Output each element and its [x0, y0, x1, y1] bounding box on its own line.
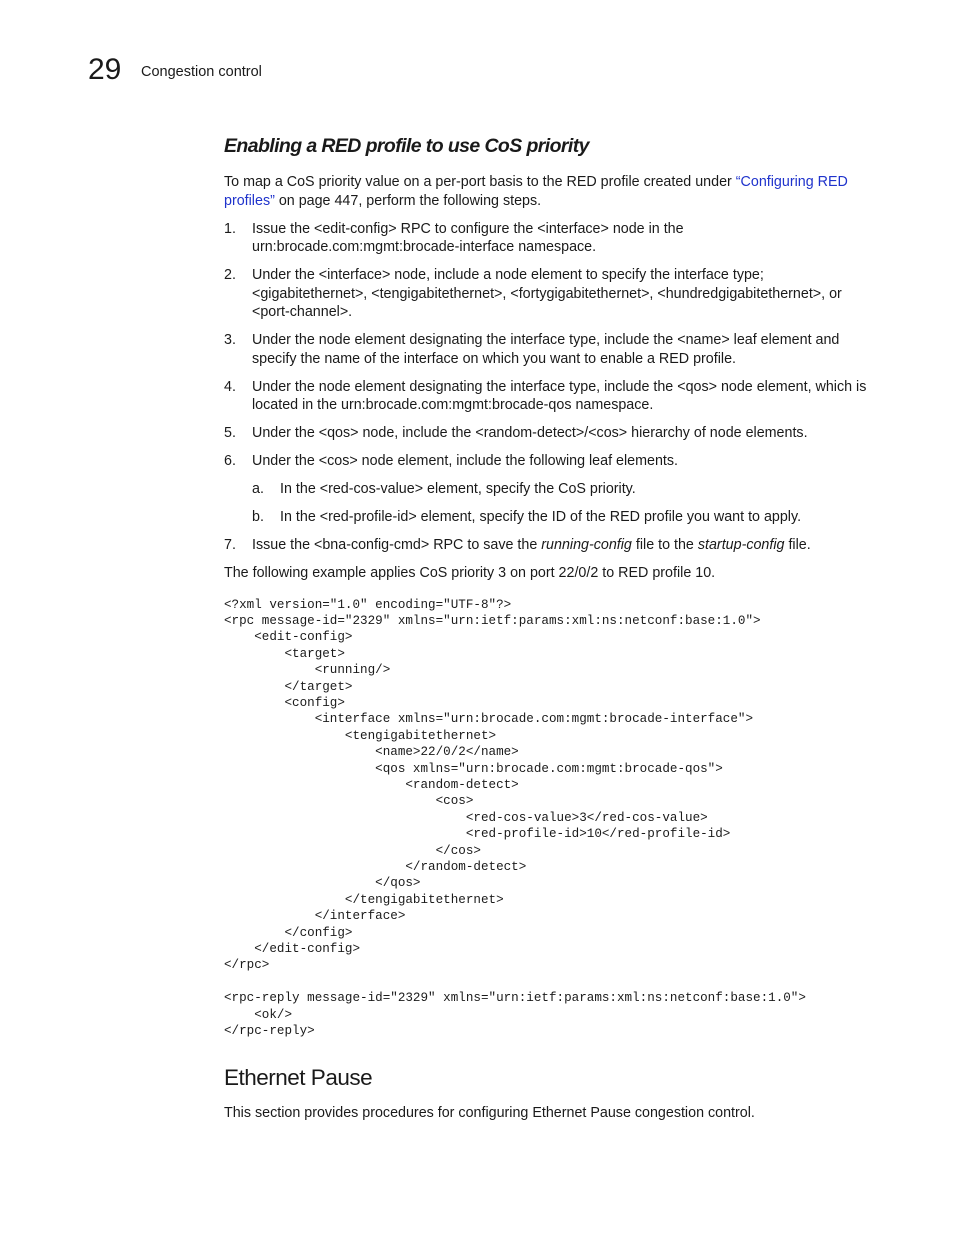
- list-item: [252, 508, 869, 527]
- step-number: 2.: [224, 267, 236, 283]
- chapter-title: Congestion control: [141, 64, 262, 80]
- steps-list: [224, 220, 869, 555]
- section-heading: Enabling a RED profile to use CoS priority: [224, 135, 589, 157]
- example-description: The following example applies CoS priority 3 on port 22/0/2 to RED profile 10.: [224, 565, 716, 581]
- step-number: 5.: [224, 425, 236, 441]
- list-item: [224, 266, 869, 322]
- step7-text-middle: file to the: [631, 537, 698, 553]
- step-number: 4.: [224, 378, 236, 395]
- list-item: [224, 424, 869, 443]
- substep-letter: b.: [252, 509, 264, 525]
- step-text: Under the node element designating the interface type, include the <name> leaf element and specify the name of the interface on which you want to enable a RED profile.: [252, 332, 840, 367]
- main-content: [224, 132, 869, 1123]
- step7-text-before: Issue the <bna-config-cmd> RPC to save the: [252, 537, 542, 553]
- step-text: Under the <qos> node, include the <random-detect>/<cos> hierarchy of node elements.: [252, 425, 808, 441]
- step-text: Under the node element designating the interface type, include the <qos> node element, which is located in the urn:brocade.com:mgmt:brocade-qos namespace.: [252, 378, 867, 413]
- list-item: [224, 452, 869, 527]
- substeps-list: [252, 480, 869, 527]
- list-item: [224, 331, 869, 368]
- intro-paragraph: [224, 173, 869, 210]
- step-text: Under the <cos> node element, include the following leaf elements.: [252, 453, 678, 469]
- step-number: 7.: [224, 537, 236, 553]
- step-text: Issue the <edit-config> RPC to configure the <interface> node in the urn:brocade.com:mgmt:brocade-interface namespace.: [252, 220, 684, 255]
- step-number: 6.: [224, 453, 236, 469]
- step-number: 3.: [224, 332, 236, 348]
- ethernet-pause-heading: Ethernet Pause: [224, 1065, 373, 1091]
- chapter-number: 29: [88, 53, 122, 86]
- step-number: 1.: [224, 220, 236, 237]
- startup-config-term: startup-config: [697, 537, 785, 553]
- list-item: [252, 480, 869, 499]
- step7-text-after: file.: [784, 537, 811, 553]
- step-text: Under the <interface> node, include a node element to specify the interface type; <gigabitethernet>, <tengigabitethernet>, <fortygigabitethernet>, <hundredgigabitethernet>, or <port-channel>.: [252, 267, 842, 320]
- substep-text: In the <red-profile-id> element, specify the ID of the RED profile you want to apply.: [280, 509, 802, 525]
- running-config-term: running-config: [541, 537, 632, 553]
- substep-text: In the <red-cos-value> element, specify the CoS priority.: [280, 481, 636, 497]
- configuring-red-profiles-link[interactable]: “Configuring RED profiles”: [224, 174, 848, 209]
- list-item: [224, 220, 869, 257]
- list-item: [224, 378, 869, 415]
- intro-text-before: To map a CoS priority value on a per-port basis to the RED profile created under: [224, 174, 736, 190]
- list-item: [224, 536, 869, 555]
- intro-text-after: on page 447, perform the following steps.: [274, 192, 542, 209]
- ethernet-pause-paragraph: This section provides procedures for configuring Ethernet Pause congestion control.: [224, 1105, 755, 1122]
- code-example: <?xml version="1.0" encoding="UTF-8"?> <rpc message-id="2329" xmlns="urn:ietf:params:xml:ns:netconf:base:1.0"> <edit-config> <target> <running/> </target> <config> <interface xmlns="urn:brocade.com:mgmt:brocade-interface"> <tengigabitethernet> <name>22/0/2</name> <qos xmlns="urn:brocade.com:mgmt:brocade-qos"> <random-detect> <cos> <red-cos-value>3</red-cos-value> <red-profile-id>10</red-profile-id> </cos> </random-detect> </qos> </tengigabitethernet> </interface> </config> </edit-config> </rpc> <rpc-reply message-id="2329" xmlns="urn:ietf:params:xml:ns:netconf:base:1.0"> <ok/> </rpc-reply>: [224, 597, 806, 1039]
- substep-letter: a.: [252, 481, 264, 497]
